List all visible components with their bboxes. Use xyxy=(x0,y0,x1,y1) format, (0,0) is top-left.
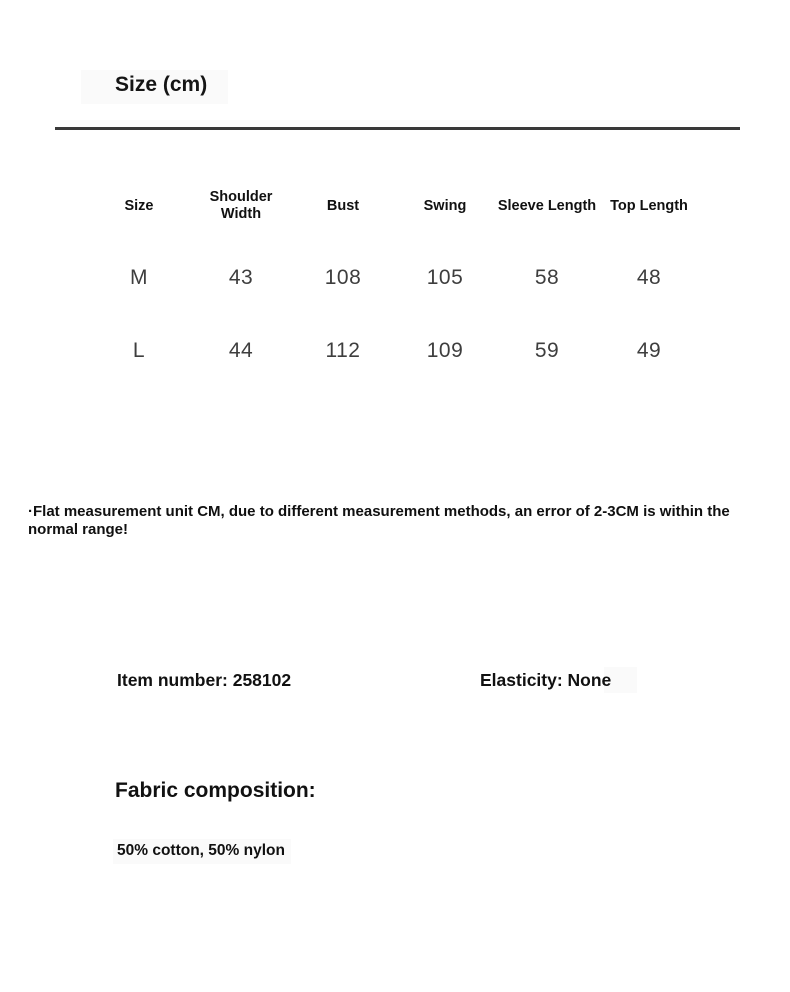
cell-size: L xyxy=(132,339,146,362)
column-header-swing: Swing xyxy=(423,197,467,214)
measurement-note: ·Flat measurement unit CM, due to different measurement methods, an error of 2-3CM is within the normal range! xyxy=(28,503,730,538)
cell-bust: 112 xyxy=(325,339,361,362)
cell-swing: 109 xyxy=(426,339,464,362)
item-number-text: Item number: 258102 xyxy=(117,670,292,690)
column-header-bust: Bust xyxy=(326,197,360,214)
fabric-composition-value: 50% cotton, 50% nylon xyxy=(117,842,285,859)
cell-size: M xyxy=(130,266,148,289)
size-table-header-row xyxy=(88,186,700,226)
page-title: Size (cm) xyxy=(115,73,208,96)
cell-shoulder: 43 xyxy=(228,266,254,289)
column-header-top-length: Top Length xyxy=(610,197,688,214)
table-row-m xyxy=(88,264,700,292)
cell-swing: 105 xyxy=(426,266,464,289)
column-header-shoulder-width: Shoulder Width xyxy=(209,189,273,222)
cell-bust: 108 xyxy=(324,266,362,289)
elasticity-text: Elasticity: None xyxy=(480,670,612,690)
divider-rule xyxy=(55,127,740,130)
table-row-l xyxy=(88,337,700,365)
column-header-sleeve-length: Sleeve Length xyxy=(497,197,597,214)
cell-sleeve: 59 xyxy=(534,339,560,362)
cell-shoulder: 44 xyxy=(228,339,254,362)
cell-sleeve: 58 xyxy=(534,266,560,289)
fabric-composition-heading: Fabric composition: xyxy=(115,779,316,802)
column-header-size: Size xyxy=(124,197,154,214)
cell-top-length: 48 xyxy=(636,266,662,289)
cell-top-length: 49 xyxy=(636,339,662,362)
